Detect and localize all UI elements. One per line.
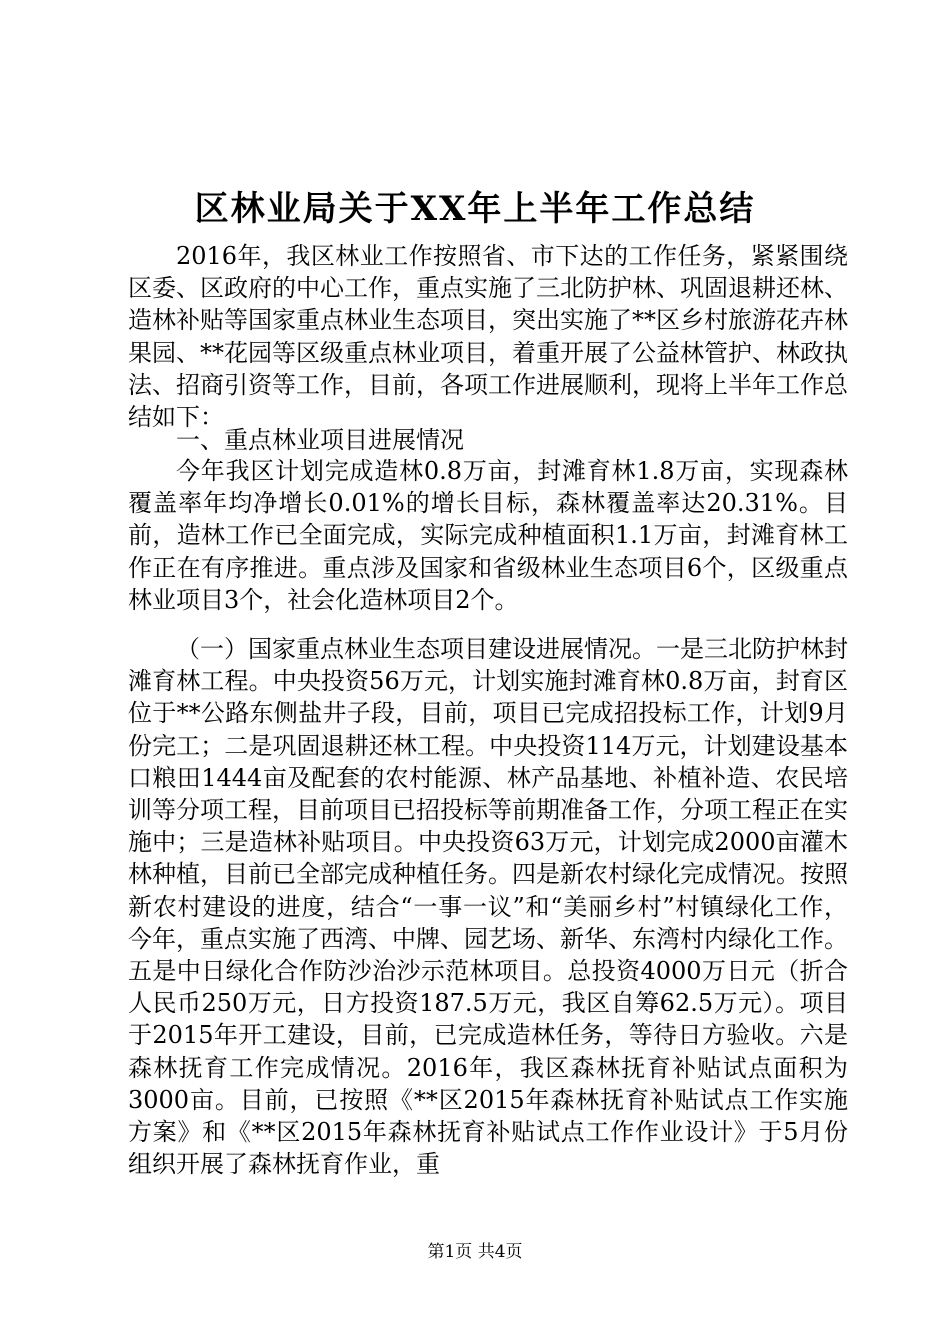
project-progress-paragraph: （一）国家重点林业生态项目建设进展情况。一是三北防护林封滩育林工程。中央投资56万元，计划实施封滩育林0.8万亩，封育区位于**公路东侧盐井子段，目前，项目已完成招投标工作，计划9月份完工；二是巩固退耕还林工程。中央投资114万元，计划建设基本口粮田1444亩及配套的农村能源、林产品基地、补植补造、农民培训等分项工程，目前项目已招投标等前期准备工作，分项工程正在实施中；三是造林补贴项目。中央投资63万元，计划完成2000亩灌木林种植，目前已全部完成种植任务。四是新农村绿化完成情况。按照新农村建设的进度，结合“一事一议”和“美丽乡村”村镇绿化工作，今年，重点实施了西湾、中牌、园艺场、新华、东湾村内绿化工作。五是中日绿化合作防沙治沙示范林项目。总投资4000万日元（折合人民币250万元，日方投资187.5万元，我区自筹62.5万元）。项目于2015年开工建设，目前，已完成造林任务，等待日方验收。六是森林抚育工作完成情况。2016年，我区森林抚育补贴试点面积为3000亩。目前，已按照《**区2015年森林抚育补贴试点工作实施方案》和《**区2015年森林抚育补贴试点工作作业设计》于5月份组织开展了森林抚育作业，重 [128, 635, 848, 1179]
project-progress-paragraph-block [128, 633, 848, 1180]
plan-paragraph-block [128, 455, 848, 616]
intro-paragraph-block [128, 240, 848, 433]
section-heading: 一、重点林业项目进展情况 [176, 426, 464, 454]
page-number-footer: 第1页 共4页 [427, 1242, 523, 1262]
section-heading-block [128, 424, 848, 456]
intro-paragraph: 2016年，我区林业工作按照省、市下达的工作任务，紧紧围绕区委、区政府的中心工作，重点实施了三北防护林、巩固退耕还林、造林补贴等国家重点林业生态项目，突出实施了**区乡村旅游花卉林果园、**花园等区级重点林业项目，着重开展了公益林管护、林政执法、招商引资等工作，目前，各项工作进展顺利，现将上半年工作总结如下： [128, 242, 848, 432]
plan-paragraph: 今年我区计划完成造林0.8万亩，封滩育林1.8万亩，实现森林覆盖率年均净增长0.01%的增长目标，森林覆盖率达20.31%。目前，造林工作已全面完成，实际完成种植面积1.1万亩，封滩育林工作正在有序推进。重点涉及国家和省级林业生态项目6个，区级重点林业项目3个，社会化造林项目2个。 [128, 457, 848, 614]
document-title: 区林业局关于XX年上半年工作总结 [194, 189, 756, 229]
